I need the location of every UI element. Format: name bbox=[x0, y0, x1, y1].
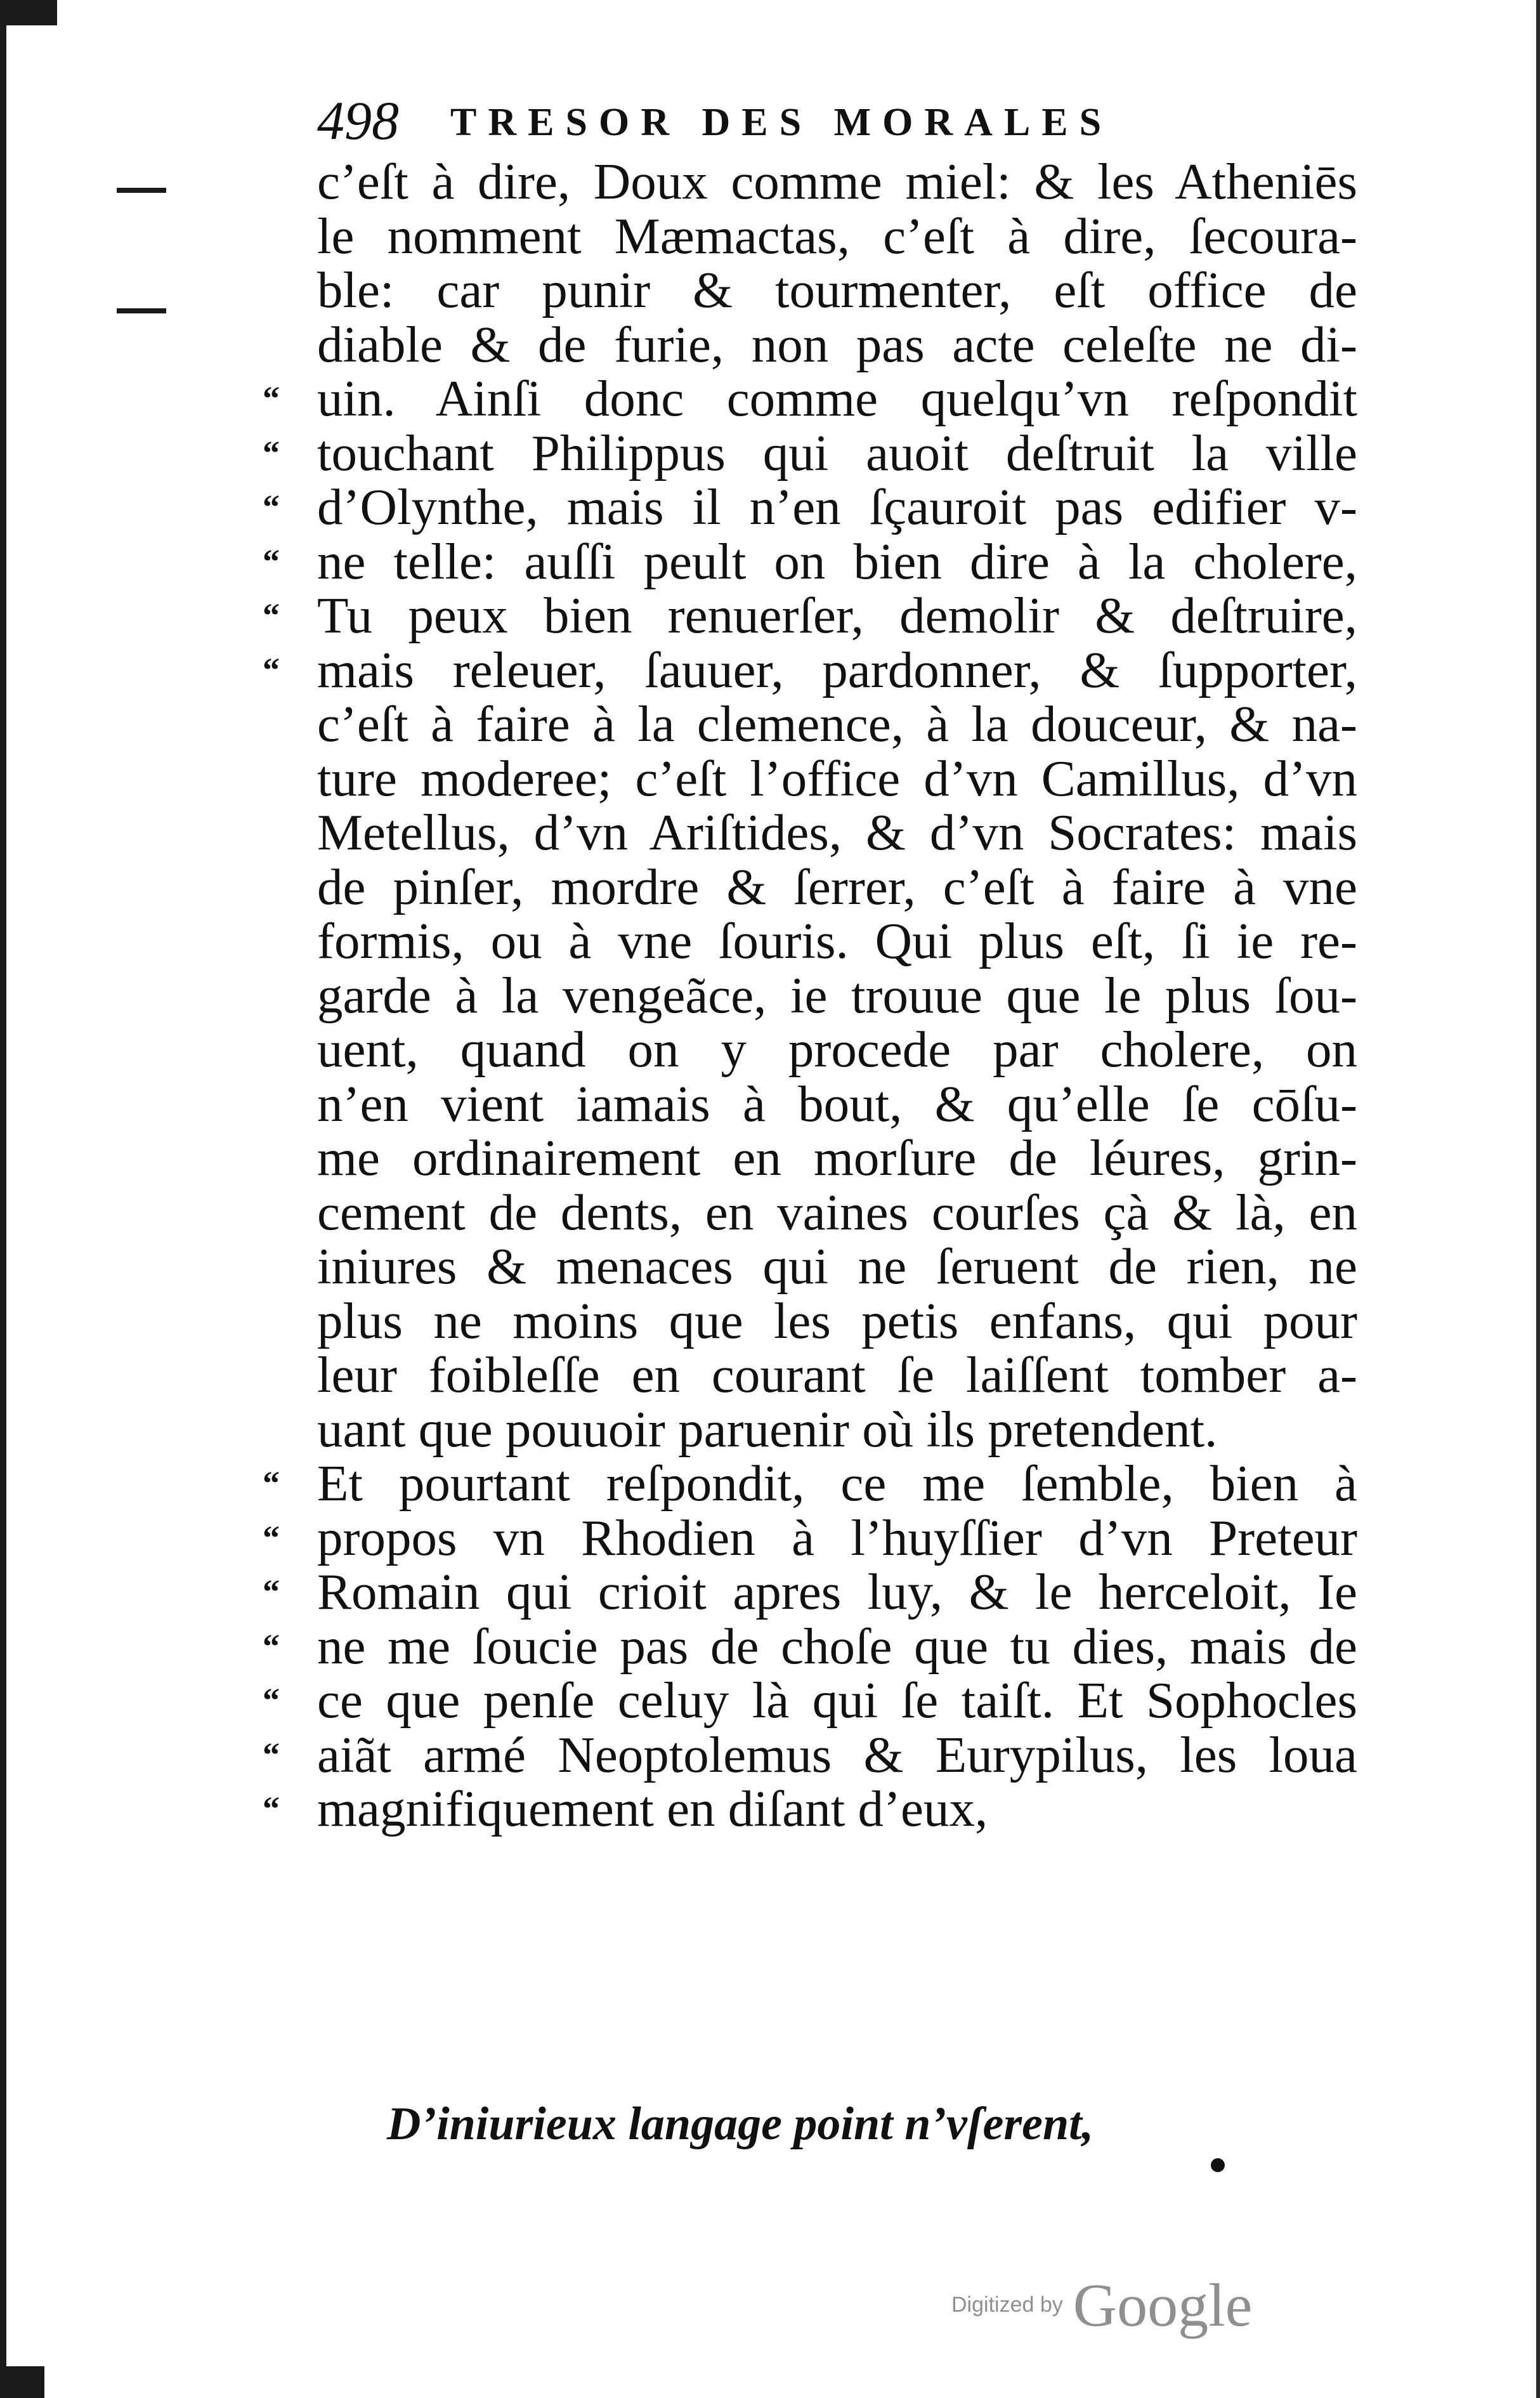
text-line-content: cement de dents, en vaines courſes çà & là, en bbox=[317, 1183, 1357, 1241]
text-line-content: garde à la vengeãce, ie trouue que le plus ſou- bbox=[317, 966, 1357, 1024]
text-line-content: formis, ou à vne ſouris. Qui plus eſt, ſi ie re- bbox=[317, 912, 1357, 969]
text-line-content: Metellus, d’vn Ariſtides, & d’vn Socrates: mais bbox=[317, 804, 1357, 861]
quotation-marker: “ bbox=[263, 433, 280, 472]
text-line bbox=[263, 424, 1357, 482]
watermark-prefix: Digitized by bbox=[951, 2293, 1063, 2317]
margin-dash-mark bbox=[117, 188, 166, 193]
text-line bbox=[263, 370, 1357, 427]
text-line-content: propos vn Rhodien à l’huyſſier d’vn Preteur bbox=[317, 1509, 1357, 1566]
text-line bbox=[317, 155, 1357, 209]
text-line bbox=[317, 1023, 1357, 1077]
text-line bbox=[317, 914, 1357, 969]
text-line bbox=[317, 1077, 1357, 1132]
text-line-content: de pinſer, mordre & ſerrer, c’eſt à faire à vne bbox=[317, 858, 1357, 915]
text-line-content: Romain qui crioit apres luy, & le herceloit, Ie bbox=[317, 1563, 1357, 1620]
quotation-marker: “ bbox=[263, 1735, 280, 1774]
text-line bbox=[317, 806, 1357, 860]
quotation-marker: “ bbox=[263, 1518, 280, 1557]
text-line-content: leur foibleſſe en courant ſe laiſſent tomber a- bbox=[317, 1346, 1357, 1403]
text-line-content: c’eſt à dire, Doux comme miel: & les Atheniēs bbox=[317, 153, 1357, 210]
text-line bbox=[263, 478, 1357, 535]
text-line-content: c’eſt à faire à la clemence, à la douceur, & na- bbox=[317, 695, 1357, 752]
quotation-marker: “ bbox=[263, 1681, 280, 1719]
page-edge-right bbox=[1536, 0, 1540, 2398]
text-line bbox=[317, 860, 1357, 915]
text-line bbox=[317, 1131, 1357, 1186]
text-line bbox=[263, 1455, 1357, 1512]
text-line-content: me ordinairement en morſure de léures, grin- bbox=[317, 1129, 1357, 1186]
text-line bbox=[317, 697, 1357, 752]
quotation-marker: “ bbox=[263, 1790, 280, 1828]
text-line-content: n’en vient iamais à bout, & qu’elle ſe cōſu- bbox=[317, 1075, 1357, 1132]
quotation-marker: “ bbox=[263, 650, 280, 689]
text-line-content: uant que pouuoir paruenir où ils pretendent. bbox=[317, 1400, 1218, 1458]
text-line bbox=[263, 1672, 1357, 1729]
text-line bbox=[317, 1240, 1357, 1294]
text-line bbox=[263, 1509, 1357, 1566]
quotation-marker: “ bbox=[263, 542, 280, 580]
text-line-content: plus ne moins que les petis enfans, qui pour bbox=[317, 1292, 1357, 1349]
text-line bbox=[317, 209, 1357, 264]
quotation-marker: “ bbox=[263, 1573, 280, 1611]
quotation-marker: “ bbox=[263, 1464, 280, 1502]
text-line-content: iniures & menaces qui ne ſeruent de rien, ne bbox=[317, 1238, 1357, 1295]
running-title: TRESOR DES MORALES bbox=[450, 101, 1113, 144]
body-text bbox=[263, 153, 1357, 1837]
text-line-content: d’Olynthe, mais il n’en ſçauroit pas edifier v- bbox=[317, 478, 1357, 535]
text-line bbox=[263, 1780, 1357, 1837]
printer-dot bbox=[1211, 2158, 1225, 2172]
text-line bbox=[317, 1183, 1357, 1241]
page-number: 498 bbox=[317, 90, 399, 151]
text-line bbox=[263, 1617, 1357, 1675]
text-line-content: uent, quand on y procede par cholere, on bbox=[317, 1021, 1357, 1078]
text-line-content: magnifiquement en diſant d’eux, bbox=[317, 1780, 988, 1837]
text-line bbox=[317, 966, 1357, 1024]
text-line-content: aiãt armé Neoptolemus & Eurypilus, les loua bbox=[317, 1726, 1357, 1783]
text-line-content: ture moderee; c’eſt l’office d’vn Camillus, d’vn bbox=[317, 749, 1357, 807]
text-line bbox=[317, 315, 1357, 373]
quotation-marker: “ bbox=[263, 1627, 280, 1665]
text-line-content: diable & de furie, non pas acte celeſte ne di- bbox=[317, 315, 1357, 373]
text-line-content: ne me ſoucie pas de choſe que tu dies, mais de bbox=[317, 1617, 1357, 1675]
text-line-content: ble: car punir & tourmenter, eſt office de bbox=[317, 261, 1357, 318]
text-line-content: le nomment Mæmactas, c’eſt à dire, ſecoura- bbox=[317, 207, 1357, 265]
text-line bbox=[317, 1294, 1357, 1349]
text-line bbox=[263, 1726, 1357, 1783]
quotation-marker: “ bbox=[263, 488, 280, 526]
text-line-content: Tu peux bien renuerſer, demolir & deſtruire, bbox=[317, 587, 1357, 644]
quotation-marker: “ bbox=[263, 596, 280, 634]
margin-dash-mark bbox=[117, 308, 166, 313]
text-line bbox=[317, 1348, 1357, 1403]
verse-line: D’iniurieux langage point n’vſerent, bbox=[387, 2098, 1094, 2150]
text-line bbox=[263, 532, 1357, 590]
text-line bbox=[263, 587, 1357, 644]
text-line-content: touchant Philippus qui auoit deſtruit la ville bbox=[317, 424, 1357, 482]
text-line bbox=[317, 263, 1357, 318]
text-line-content: ce que penſe celuy là qui ſe taiſt. Et Sophocles bbox=[317, 1672, 1357, 1729]
text-line bbox=[317, 1400, 1357, 1458]
quotation-marker: “ bbox=[263, 379, 280, 417]
page-header bbox=[317, 89, 1269, 159]
text-line-content: mais releuer, ſauuer, pardonner, & ſupporter, bbox=[317, 641, 1357, 698]
scan-corner-bottom bbox=[0, 2366, 44, 2398]
page-edge-left bbox=[0, 0, 6, 2398]
watermark-brand: Google bbox=[1073, 2271, 1253, 2339]
digitized-watermark bbox=[951, 2270, 1253, 2339]
text-line bbox=[263, 641, 1357, 698]
text-line-content: uin. Ainſi donc comme quelqu’vn reſpondit bbox=[317, 370, 1357, 427]
text-line bbox=[263, 1563, 1357, 1620]
text-line-content: ne telle: auſſi peult on bien dire à la cholere, bbox=[317, 532, 1357, 590]
scan-corner-top bbox=[0, 0, 57, 25]
text-line bbox=[317, 749, 1357, 807]
text-line-content: Et pourtant reſpondit, ce me ſemble, bien à bbox=[317, 1455, 1357, 1512]
